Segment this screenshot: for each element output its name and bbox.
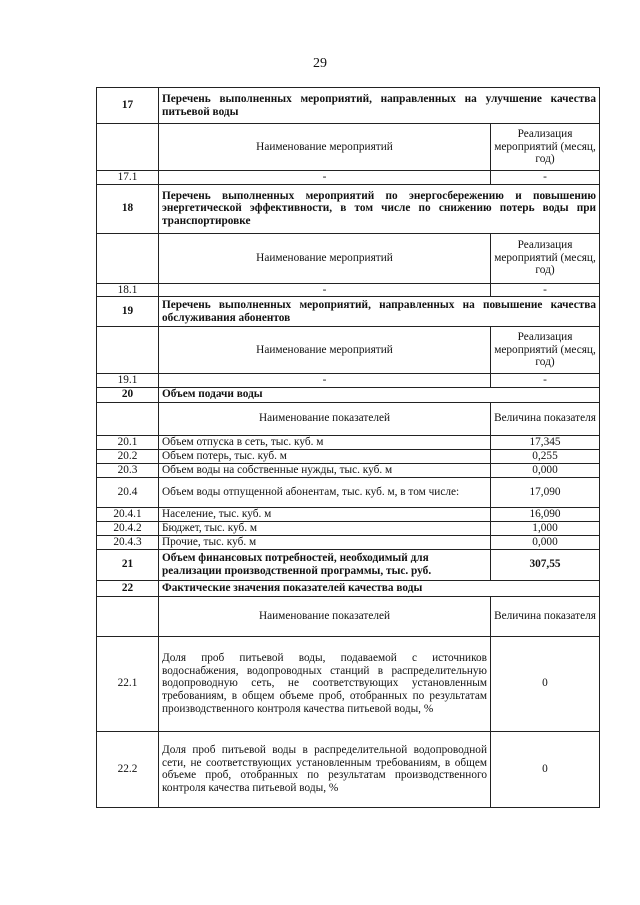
- row-value: 0,255: [491, 449, 600, 463]
- section-18-row: [97, 184, 600, 233]
- row-value: -: [491, 283, 600, 297]
- row-value: 0,000: [491, 463, 600, 477]
- column-header-name: Наименование мероприятий: [159, 327, 491, 374]
- section-title: Фактические значения показателей качества воды: [159, 580, 600, 596]
- row-value: 0,000: [491, 535, 600, 549]
- row-number: 20.4.2: [97, 521, 159, 535]
- section-title: Перечень выполненных мероприятий по энергосбережению и повышению энергетической эффективности, в том числе по снижению потерь воды при транспортировке: [159, 184, 600, 233]
- table-row: [97, 636, 600, 731]
- row-name: -: [159, 374, 491, 388]
- section-value: 307,55: [491, 549, 600, 580]
- section-19-header-row: [97, 327, 600, 374]
- section-number: 22: [97, 580, 159, 596]
- table-row: [97, 283, 600, 297]
- row-value: 0: [491, 636, 600, 731]
- section-title: Объем подачи воды: [159, 387, 600, 402]
- section-22-header-row: [97, 596, 600, 636]
- row-number: 20.4.3: [97, 535, 159, 549]
- section-number: 17: [97, 88, 159, 124]
- table-row: [97, 731, 600, 807]
- row-number: 18.1: [97, 283, 159, 297]
- row-number: 20.1: [97, 435, 159, 449]
- column-header-name: Наименование показателей: [159, 402, 491, 435]
- table-row: [97, 449, 600, 463]
- row-number: 22.1: [97, 636, 159, 731]
- report-table: [96, 87, 600, 808]
- table-row: [97, 521, 600, 535]
- row-number: 20.2: [97, 449, 159, 463]
- section-19-row: [97, 297, 600, 327]
- section-17-row: [97, 88, 600, 124]
- column-header-implementation: Реализация мероприятий (месяц, год): [491, 233, 600, 283]
- section-22-row: [97, 580, 600, 596]
- row-name: Бюджет, тыс. куб. м: [159, 521, 491, 535]
- table-row: [97, 374, 600, 388]
- row-value: -: [491, 171, 600, 185]
- row-value: 1,000: [491, 521, 600, 535]
- section-number: 19: [97, 297, 159, 327]
- table-row: [97, 477, 600, 507]
- section-17-header-row: [97, 124, 600, 171]
- column-header-name: Наименование мероприятий: [159, 233, 491, 283]
- section-title: Перечень выполненных мероприятий, направленных на улучшение качества питьевой воды: [159, 88, 600, 124]
- section-title: Объем финансовых потребностей, необходимый для реализации производственной программы, тыс. руб.: [159, 549, 491, 580]
- section-18-header-row: [97, 233, 600, 283]
- section-number: 21: [97, 549, 159, 580]
- row-name: Доля проб питьевой воды в распределительной водопроводной сети, не соответствующих установленным требованиям, в общем объеме проб, отобранных по результатам производственного контроля качества питьевой воды, %: [159, 731, 491, 807]
- row-number: 22.2: [97, 731, 159, 807]
- section-20-row: [97, 387, 600, 402]
- column-header-implementation: Реализация мероприятий (месяц, год): [491, 124, 600, 171]
- page-number: 29: [313, 56, 327, 71]
- row-number: 17.1: [97, 171, 159, 185]
- row-value: 0: [491, 731, 600, 807]
- column-header-name: Наименование показателей: [159, 596, 491, 636]
- table-row: [97, 463, 600, 477]
- table-row: [97, 435, 600, 449]
- row-value: -: [491, 374, 600, 388]
- row-name: Население, тыс. куб. м: [159, 507, 491, 521]
- row-name: Объем воды отпущенной абонентам, тыс. куб. м, в том числе:: [159, 477, 491, 507]
- column-header-value: Величина показателя: [491, 596, 600, 636]
- table-row: [97, 535, 600, 549]
- section-number: 20: [97, 387, 159, 402]
- column-header-implementation: Реализация мероприятий (месяц, год): [491, 327, 600, 374]
- row-number: 20.3: [97, 463, 159, 477]
- row-name: -: [159, 283, 491, 297]
- row-value: 16,090: [491, 507, 600, 521]
- row-name: Объем отпуска в сеть, тыс. куб. м: [159, 435, 491, 449]
- table-row: [97, 171, 600, 185]
- table-row: [97, 507, 600, 521]
- section-title: Перечень выполненных мероприятий, направленных на повышение качества обслуживания абонентов: [159, 297, 600, 327]
- row-name: Объем воды на собственные нужды, тыс. куб. м: [159, 463, 491, 477]
- row-name: Объем потерь, тыс. куб. м: [159, 449, 491, 463]
- row-name: Доля проб питьевой воды, подаваемой с источников водоснабжения, водопроводных станций в распределительную водопроводную сеть, не соответствующих установленным требованиям, в общем объеме проб, отобранных по результатам производственного контроля качества питьевой воды, %: [159, 636, 491, 731]
- row-name: Прочие, тыс. куб. м: [159, 535, 491, 549]
- row-number: 20.4: [97, 477, 159, 507]
- section-20-header-row: [97, 402, 600, 435]
- column-header-name: Наименование мероприятий: [159, 124, 491, 171]
- row-value: 17,345: [491, 435, 600, 449]
- row-value: 17,090: [491, 477, 600, 507]
- row-number: 19.1: [97, 374, 159, 388]
- row-name: -: [159, 171, 491, 185]
- row-number: 20.4.1: [97, 507, 159, 521]
- column-header-value: Величина показателя: [491, 402, 600, 435]
- section-number: 18: [97, 184, 159, 233]
- section-21-row: [97, 549, 600, 580]
